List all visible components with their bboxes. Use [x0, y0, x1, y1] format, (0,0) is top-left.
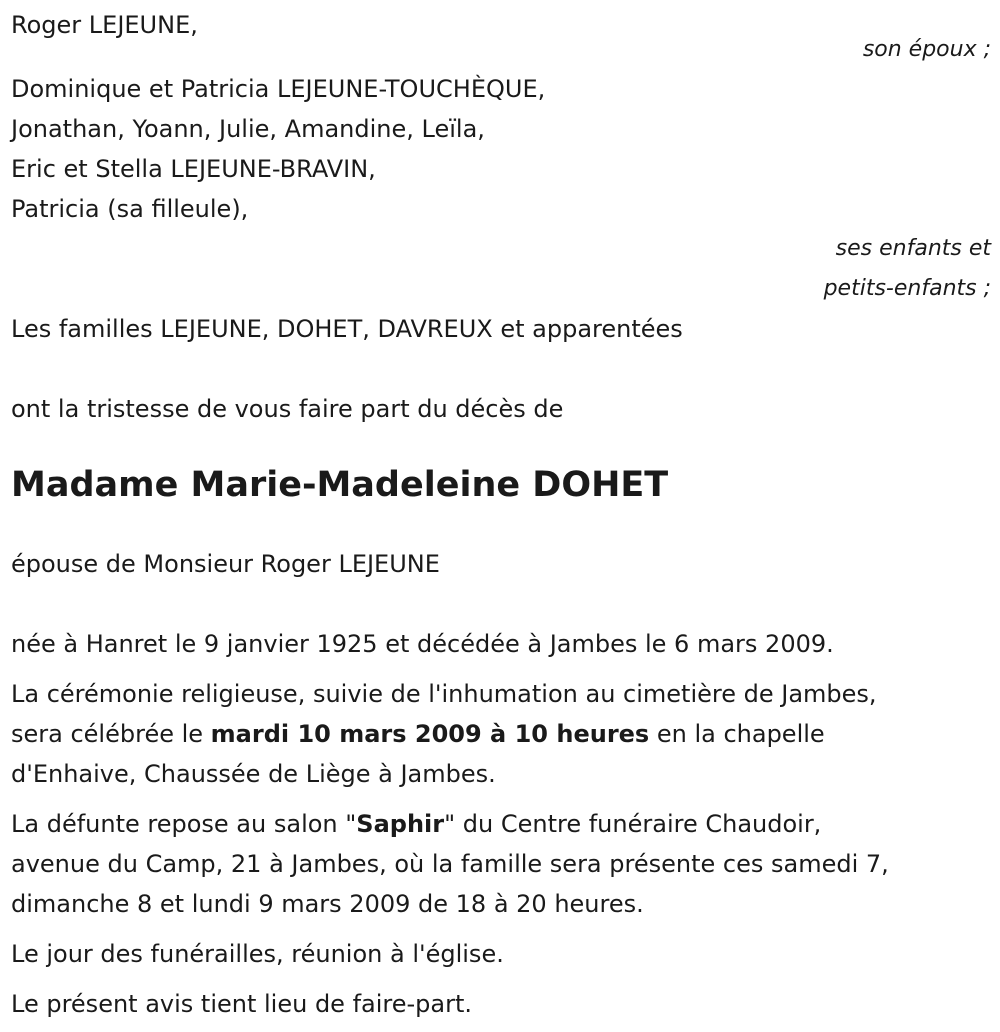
ceremony-line-2 [11, 714, 991, 754]
salon-name: Saphir [356, 810, 445, 838]
announcement-line: ont la tristesse de vous faire part du décès de [11, 395, 564, 423]
viewing-paragraph [11, 804, 991, 924]
children-line-2: Jonathan, Yoann, Julie, Amandine, Leïla, [11, 115, 485, 143]
ceremony-line-3: d'Enhaive, Chaussée de Liège à Jambes. [11, 760, 496, 788]
children-line-1: Dominique et Patricia LEJEUNE-TOUCHÈQUE, [11, 75, 546, 103]
children-line-3: Eric et Stella LEJEUNE-BRAVIN, [11, 155, 376, 183]
deceased-name: Madame Marie-Madeleine DOHET [11, 465, 669, 505]
spouse-role: son époux ; [862, 37, 991, 62]
viewing-line-2: avenue du Camp, 21 à Jambes, où la famille sera présente ces samedi 7, [11, 850, 889, 878]
dates-line: née à Hanret le 9 janvier 1925 et décédée à Jambes le 6 mars 2009. [11, 630, 834, 658]
viewing-line-1-suffix: " du Centre funéraire Chaudoir, [444, 810, 822, 838]
ceremony-line-2-suffix: en la chapelle [649, 720, 825, 748]
ceremony-line-2-prefix: sera célébrée le [11, 720, 211, 748]
spouse-of-line: épouse de Monsieur Roger LEJEUNE [11, 550, 440, 578]
notice-line: Le présent avis tient lieu de faire-part. [11, 990, 473, 1018]
ceremony-paragraph [11, 674, 991, 794]
viewing-line-1 [11, 804, 991, 844]
children-list [11, 69, 991, 229]
spouse-line: Roger LEJEUNE, [11, 11, 198, 39]
viewing-line-3: dimanche 8 et lundi 9 mars 2009 de 18 à 20 heures. [11, 890, 644, 918]
funeral-meeting-line: Le jour des funérailles, réunion à l'église. [11, 940, 504, 968]
viewing-line-1-prefix: La défunte repose au salon " [11, 810, 357, 838]
children-role-1: ses enfants et [835, 236, 991, 261]
obituary-notice [11, 5, 991, 1024]
children-line-4: Patricia (sa filleule), [11, 195, 249, 223]
ceremony-date: mardi 10 mars 2009 à 10 heures [210, 720, 650, 748]
children-role-2: petits-enfants ; [823, 276, 991, 301]
ceremony-line-1: La cérémonie religieuse, suivie de l'inhumation au cimetière de Jambes, [11, 680, 877, 708]
families-line: Les familles LEJEUNE, DOHET, DAVREUX et apparentées [11, 315, 683, 343]
